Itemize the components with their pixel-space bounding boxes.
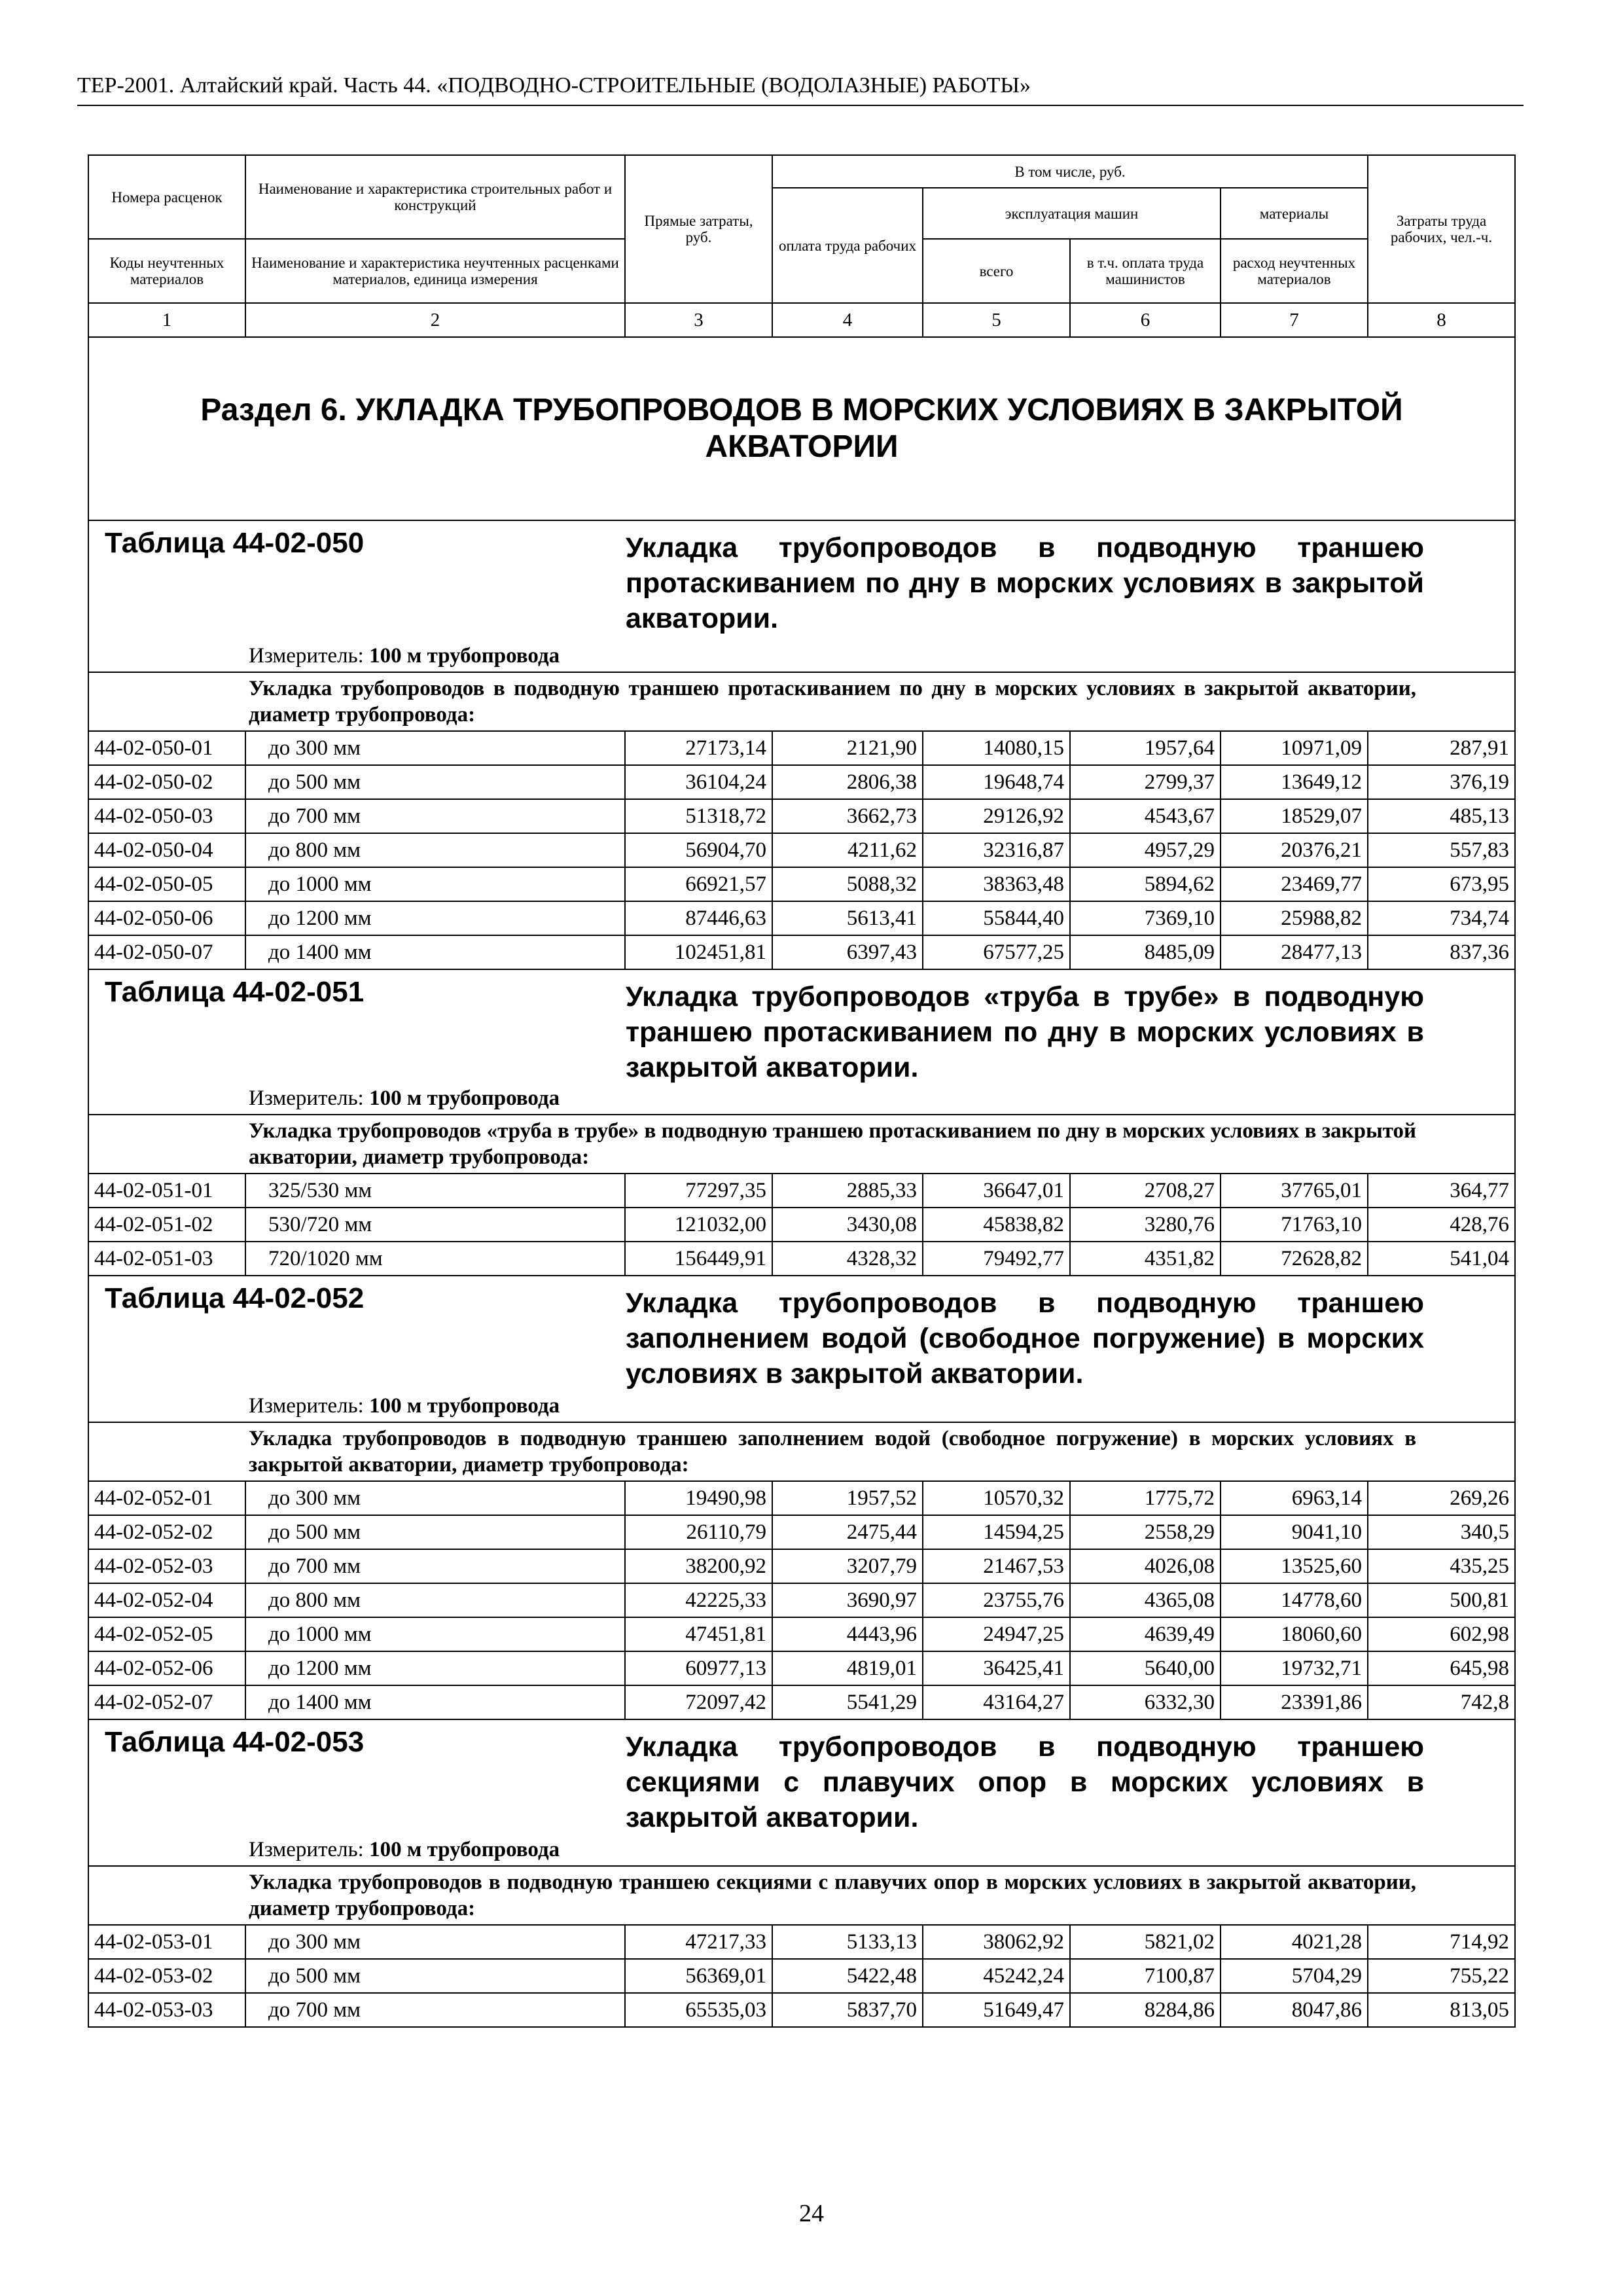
group-description: Укладка трубопроводов в подводную траншею заполнением водой (свободное погружение) в морских условиях в закрытой акватории, диаметр трубопровода: (88, 1422, 1515, 1481)
machinist-pay-cell: 2558,29 (1070, 1515, 1221, 1549)
measure-label: Измеритель: (249, 1838, 364, 1861)
group-description: Укладка трубопроводов в подводную траншею секциями с плавучих опор в морских условиях в закрытой акватории, диаметр трубопровода: (88, 1866, 1515, 1925)
machines-total-cell: 23755,76 (923, 1583, 1070, 1617)
table-header-block (88, 520, 1515, 672)
table-row (88, 1651, 1515, 1685)
machinist-pay-cell: 5821,02 (1070, 1925, 1221, 1959)
rate-code-cell: 44-02-053-02 (88, 1959, 245, 1993)
table-description: Укладка трубопроводов «труба в трубе» в подводную траншею протаскиванием по дну в морских условиях в закрытой акватории. (626, 981, 1424, 1083)
group-description: Укладка трубопроводов в подводную траншею протаскиванием по дну в морских условиях в закрытой акватории, диаметр трубопровода: (88, 672, 1515, 731)
machines-total-cell: 55844,40 (923, 901, 1070, 935)
table-row (88, 935, 1515, 969)
measure-value: 100 м трубопровода (369, 1086, 560, 1110)
worker-pay-cell: 5133,13 (772, 1925, 923, 1959)
worker-pay-cell: 1957,52 (772, 1481, 923, 1515)
direct-costs-cell: 38200,92 (625, 1549, 772, 1583)
table-description: Укладка трубопроводов в подводную траншею заполнением водой (свободное погружение) в морских условиях в закрытой акватории. (626, 1287, 1424, 1390)
materials-cell: 18529,07 (1221, 799, 1368, 833)
section-title: Раздел 6. УКЛАДКА ТРУБОПРОВОДОВ В МОРСКИХ УСЛОВИЯХ В ЗАКРЫТОЙ АКВАТОРИИ (200, 393, 1403, 464)
worker-pay-cell: 2121,90 (772, 731, 923, 765)
table-row (88, 1685, 1515, 1719)
rate-code-cell: 44-02-050-06 (88, 901, 245, 935)
direct-costs-cell: 77297,35 (625, 1174, 772, 1208)
worker-pay-cell: 5837,70 (772, 1993, 923, 2027)
machinist-pay-cell: 2799,37 (1070, 765, 1221, 799)
rate-code-cell: 44-02-050-04 (88, 833, 245, 867)
machinist-pay-cell: 6332,30 (1070, 1685, 1221, 1719)
diameter-cell: до 500 мм (245, 1959, 625, 1993)
table-row (88, 1617, 1515, 1651)
labor-hours-cell: 734,74 (1368, 901, 1515, 935)
rates-table (88, 154, 1516, 2028)
direct-costs-cell: 47451,81 (625, 1617, 772, 1651)
col-header-machines: эксплуатация машин (923, 188, 1221, 239)
direct-costs-cell: 56369,01 (625, 1959, 772, 1993)
worker-pay-cell: 6397,43 (772, 935, 923, 969)
labor-hours-cell: 376,19 (1368, 765, 1515, 799)
worker-pay-cell: 5613,41 (772, 901, 923, 935)
direct-costs-cell: 56904,70 (625, 833, 772, 867)
direct-costs-cell: 102451,81 (625, 935, 772, 969)
labor-hours-cell: 645,98 (1368, 1651, 1515, 1685)
materials-cell: 23391,86 (1221, 1685, 1368, 1719)
table-row (88, 1583, 1515, 1617)
col-header-rate-numbers: Номера расценок (88, 155, 245, 239)
measure-label: Измеритель: (249, 1086, 364, 1110)
diameter-cell: до 1400 мм (245, 935, 625, 969)
col-header-direct-costs: Прямые затраты, руб. (625, 155, 772, 303)
column-number: 1 (88, 303, 245, 337)
direct-costs-cell: 66921,57 (625, 867, 772, 901)
table-row (88, 867, 1515, 901)
direct-costs-cell: 72097,42 (625, 1685, 772, 1719)
table-row (88, 1515, 1515, 1549)
column-number: 8 (1368, 303, 1515, 337)
labor-hours-cell: 428,76 (1368, 1208, 1515, 1242)
materials-cell: 6963,14 (1221, 1481, 1368, 1515)
column-number: 7 (1221, 303, 1368, 337)
column-number: 5 (923, 303, 1070, 337)
machinist-pay-cell: 4026,08 (1070, 1549, 1221, 1583)
direct-costs-cell: 121032,00 (625, 1208, 772, 1242)
diameter-cell: до 700 мм (245, 799, 625, 833)
materials-cell: 13525,60 (1221, 1549, 1368, 1583)
direct-costs-cell: 42225,33 (625, 1583, 772, 1617)
table-measure (249, 1393, 560, 1419)
machines-total-cell: 51649,47 (923, 1993, 1070, 2027)
diameter-cell: до 300 мм (245, 731, 625, 765)
table-row (88, 799, 1515, 833)
measure-value: 100 м трубопровода (369, 1838, 560, 1861)
worker-pay-cell: 5088,32 (772, 867, 923, 901)
table-row (88, 765, 1515, 799)
worker-pay-cell: 3207,79 (772, 1549, 923, 1583)
measure-label: Измеритель: (249, 644, 364, 668)
materials-cell: 10971,09 (1221, 731, 1368, 765)
worker-pay-cell: 5541,29 (772, 1685, 923, 1719)
diameter-cell: до 1200 мм (245, 901, 625, 935)
machinist-pay-cell: 1957,64 (1070, 731, 1221, 765)
rate-code-cell: 44-02-052-05 (88, 1617, 245, 1651)
labor-hours-cell: 602,98 (1368, 1617, 1515, 1651)
diameter-cell: до 800 мм (245, 833, 625, 867)
col-header-labor-hours: Затраты труда рабочих, чел.-ч. (1368, 155, 1515, 303)
machinist-pay-cell: 4957,29 (1070, 833, 1221, 867)
materials-cell: 18060,60 (1221, 1617, 1368, 1651)
worker-pay-cell: 4819,01 (772, 1651, 923, 1685)
materials-cell: 13649,12 (1221, 765, 1368, 799)
col-header-material-codes: Коды неучтенных материалов (88, 239, 245, 303)
worker-pay-cell: 2806,38 (772, 765, 923, 799)
labor-hours-cell: 557,83 (1368, 833, 1515, 867)
machinist-pay-cell: 4543,67 (1070, 799, 1221, 833)
table-row (88, 1993, 1515, 2027)
rate-code-cell: 44-02-052-03 (88, 1549, 245, 1583)
diameter-cell: до 700 мм (245, 1549, 625, 1583)
machines-total-cell: 10570,32 (923, 1481, 1070, 1515)
materials-cell: 19732,71 (1221, 1651, 1368, 1685)
table-header-block (88, 969, 1515, 1115)
col-header-material-consumption: расход неучтенных материалов (1221, 239, 1368, 303)
machines-total-cell: 29126,92 (923, 799, 1070, 833)
diameter-cell: до 300 мм (245, 1925, 625, 1959)
col-header-material-names: Наименование и характеристика неучтенных расценками материалов, единица измерения (245, 239, 625, 303)
table-row (88, 1242, 1515, 1276)
rate-code-cell: 44-02-050-02 (88, 765, 245, 799)
table-row (88, 1925, 1515, 1959)
diameter-cell: до 1000 мм (245, 1617, 625, 1651)
table-row (88, 901, 1515, 935)
rate-code-cell: 44-02-051-01 (88, 1174, 245, 1208)
table-row (88, 1174, 1515, 1208)
labor-hours-cell: 755,22 (1368, 1959, 1515, 1993)
table-description: Укладка трубопроводов в подводную траншею секциями с плавучих опор в морских условиях в закрытой акватории. (626, 1731, 1424, 1833)
labor-hours-cell: 287,91 (1368, 731, 1515, 765)
rate-code-cell: 44-02-050-03 (88, 799, 245, 833)
materials-cell: 14778,60 (1221, 1583, 1368, 1617)
diameter-cell: до 500 мм (245, 1515, 625, 1549)
machines-total-cell: 45242,24 (923, 1959, 1070, 1993)
machinist-pay-cell: 3280,76 (1070, 1208, 1221, 1242)
table-measure (249, 643, 560, 669)
col-header-including: В том числе, руб. (772, 155, 1368, 188)
materials-cell: 9041,10 (1221, 1515, 1368, 1549)
worker-pay-cell: 3690,97 (772, 1583, 923, 1617)
diameter-cell: 325/530 мм (245, 1174, 625, 1208)
rate-code-cell: 44-02-053-03 (88, 1993, 245, 2027)
column-number: 6 (1070, 303, 1221, 337)
diameter-cell: до 1400 мм (245, 1685, 625, 1719)
machines-total-cell: 21467,53 (923, 1549, 1070, 1583)
rate-code-cell: 44-02-051-03 (88, 1242, 245, 1276)
materials-cell: 72628,82 (1221, 1242, 1368, 1276)
labor-hours-cell: 742,8 (1368, 1685, 1515, 1719)
machinist-pay-cell: 5894,62 (1070, 867, 1221, 901)
direct-costs-cell: 36104,24 (625, 765, 772, 799)
table-row (88, 1549, 1515, 1583)
labor-hours-cell: 435,25 (1368, 1549, 1515, 1583)
section-title-cell (88, 337, 1515, 520)
diameter-cell: до 1000 мм (245, 867, 625, 901)
direct-costs-cell: 19490,98 (625, 1481, 772, 1515)
direct-costs-cell: 51318,72 (625, 799, 772, 833)
table-measure (249, 1085, 560, 1111)
machines-total-cell: 36425,41 (923, 1651, 1070, 1685)
machinist-pay-cell: 4639,49 (1070, 1617, 1221, 1651)
machines-total-cell: 38363,48 (923, 867, 1070, 901)
materials-cell: 71763,10 (1221, 1208, 1368, 1242)
diameter-cell: до 800 мм (245, 1583, 625, 1617)
rate-code-cell: 44-02-052-06 (88, 1651, 245, 1685)
materials-cell: 28477,13 (1221, 935, 1368, 969)
labor-hours-cell: 500,81 (1368, 1583, 1515, 1617)
col-header-machines-total: всего (923, 239, 1070, 303)
measure-label: Измеритель: (249, 1394, 364, 1418)
labor-hours-cell: 485,13 (1368, 799, 1515, 833)
col-header-work-name: Наименование и характеристика строительных работ и конструкций (245, 155, 625, 239)
measure-value: 100 м трубопровода (369, 644, 560, 668)
worker-pay-cell: 2475,44 (772, 1515, 923, 1549)
measure-value: 100 м трубопровода (369, 1394, 560, 1418)
table-description: Укладка трубопроводов в подводную траншею протаскиванием по дну в морских условиях в закрытой акватории. (626, 532, 1424, 634)
machines-total-cell: 19648,74 (923, 765, 1070, 799)
column-number: 2 (245, 303, 625, 337)
worker-pay-cell: 4443,96 (772, 1617, 923, 1651)
materials-cell: 5704,29 (1221, 1959, 1368, 1993)
machines-total-cell: 79492,77 (923, 1242, 1070, 1276)
labor-hours-cell: 837,36 (1368, 935, 1515, 969)
column-number: 3 (625, 303, 772, 337)
worker-pay-cell: 3662,73 (772, 799, 923, 833)
materials-cell: 25988,82 (1221, 901, 1368, 935)
materials-cell: 8047,86 (1221, 1993, 1368, 2027)
table-row (88, 1481, 1515, 1515)
machinist-pay-cell: 4365,08 (1070, 1583, 1221, 1617)
machinist-pay-cell: 5640,00 (1070, 1651, 1221, 1685)
group-description: Укладка трубопроводов «труба в трубе» в подводную траншею протаскиванием по дну в морских условиях в закрытой акватории, диаметр трубопровода: (88, 1115, 1515, 1174)
direct-costs-cell: 65535,03 (625, 1993, 772, 2027)
materials-cell: 20376,21 (1221, 833, 1368, 867)
materials-cell: 23469,77 (1221, 867, 1368, 901)
direct-costs-cell: 47217,33 (625, 1925, 772, 1959)
rate-code-cell: 44-02-051-02 (88, 1208, 245, 1242)
rate-code-cell: 44-02-052-07 (88, 1685, 245, 1719)
labor-hours-cell: 813,05 (1368, 1993, 1515, 2027)
labor-hours-cell: 340,5 (1368, 1515, 1515, 1549)
direct-costs-cell: 27173,14 (625, 731, 772, 765)
direct-costs-cell: 87446,63 (625, 901, 772, 935)
machines-total-cell: 36647,01 (923, 1174, 1070, 1208)
labor-hours-cell: 269,26 (1368, 1481, 1515, 1515)
diameter-cell: до 300 мм (245, 1481, 625, 1515)
labor-hours-cell: 673,95 (1368, 867, 1515, 901)
machinist-pay-cell: 7100,87 (1070, 1959, 1221, 1993)
direct-costs-cell: 156449,91 (625, 1242, 772, 1276)
diameter-cell: 720/1020 мм (245, 1242, 625, 1276)
table-measure (249, 1837, 560, 1863)
worker-pay-cell: 2885,33 (772, 1174, 923, 1208)
machines-total-cell: 43164,27 (923, 1685, 1070, 1719)
table-id: Таблица 44-02-050 (105, 527, 365, 559)
table-row (88, 731, 1515, 765)
table-header-block (88, 1719, 1515, 1866)
worker-pay-cell: 4211,62 (772, 833, 923, 867)
machinist-pay-cell: 8485,09 (1070, 935, 1221, 969)
machinist-pay-cell: 8284,86 (1070, 1993, 1221, 2027)
direct-costs-cell: 26110,79 (625, 1515, 772, 1549)
machines-total-cell: 14594,25 (923, 1515, 1070, 1549)
table-row (88, 1959, 1515, 1993)
machines-total-cell: 67577,25 (923, 935, 1070, 969)
table-id: Таблица 44-02-051 (105, 976, 365, 1008)
rate-code-cell: 44-02-050-05 (88, 867, 245, 901)
col-header-materials: материалы (1221, 188, 1368, 239)
worker-pay-cell: 5422,48 (772, 1959, 923, 1993)
worker-pay-cell: 3430,08 (772, 1208, 923, 1242)
machinist-pay-cell: 4351,82 (1070, 1242, 1221, 1276)
table-id: Таблица 44-02-052 (105, 1282, 365, 1314)
rate-code-cell: 44-02-052-04 (88, 1583, 245, 1617)
direct-costs-cell: 60977,13 (625, 1651, 772, 1685)
machines-total-cell: 38062,92 (923, 1925, 1070, 1959)
table-row (88, 1208, 1515, 1242)
column-number: 4 (772, 303, 923, 337)
col-header-worker-pay: оплата труда рабочих (772, 188, 923, 303)
labor-hours-cell: 364,77 (1368, 1174, 1515, 1208)
rate-code-cell: 44-02-052-02 (88, 1515, 245, 1549)
rate-code-cell: 44-02-050-07 (88, 935, 245, 969)
table-header-block (88, 1276, 1515, 1422)
machines-total-cell: 45838,82 (923, 1208, 1070, 1242)
page-header: ТЕР-2001. Алтайский край. Часть 44. «ПОДВОДНО-СТРОИТЕЛЬНЫЕ (ВОДОЛАЗНЫЕ) РАБОТЫ» (77, 71, 1524, 106)
diameter-cell: до 500 мм (245, 765, 625, 799)
machinist-pay-cell: 2708,27 (1070, 1174, 1221, 1208)
machines-total-cell: 14080,15 (923, 731, 1070, 765)
rate-code-cell: 44-02-052-01 (88, 1481, 245, 1515)
worker-pay-cell: 4328,32 (772, 1242, 923, 1276)
diameter-cell: до 700 мм (245, 1993, 625, 2027)
table-row (88, 833, 1515, 867)
diameter-cell: до 1200 мм (245, 1651, 625, 1685)
machinist-pay-cell: 1775,72 (1070, 1481, 1221, 1515)
rate-code-cell: 44-02-050-01 (88, 731, 245, 765)
materials-cell: 37765,01 (1221, 1174, 1368, 1208)
machines-total-cell: 32316,87 (923, 833, 1070, 867)
labor-hours-cell: 541,04 (1368, 1242, 1515, 1276)
rate-code-cell: 44-02-053-01 (88, 1925, 245, 1959)
diameter-cell: 530/720 мм (245, 1208, 625, 1242)
page-number: 24 (799, 2200, 824, 2227)
col-header-machinist-pay: в т.ч. оплата труда машинистов (1070, 239, 1221, 303)
table-id: Таблица 44-02-053 (105, 1726, 365, 1758)
labor-hours-cell: 714,92 (1368, 1925, 1515, 1959)
materials-cell: 4021,28 (1221, 1925, 1368, 1959)
machines-total-cell: 24947,25 (923, 1617, 1070, 1651)
machinist-pay-cell: 7369,10 (1070, 901, 1221, 935)
